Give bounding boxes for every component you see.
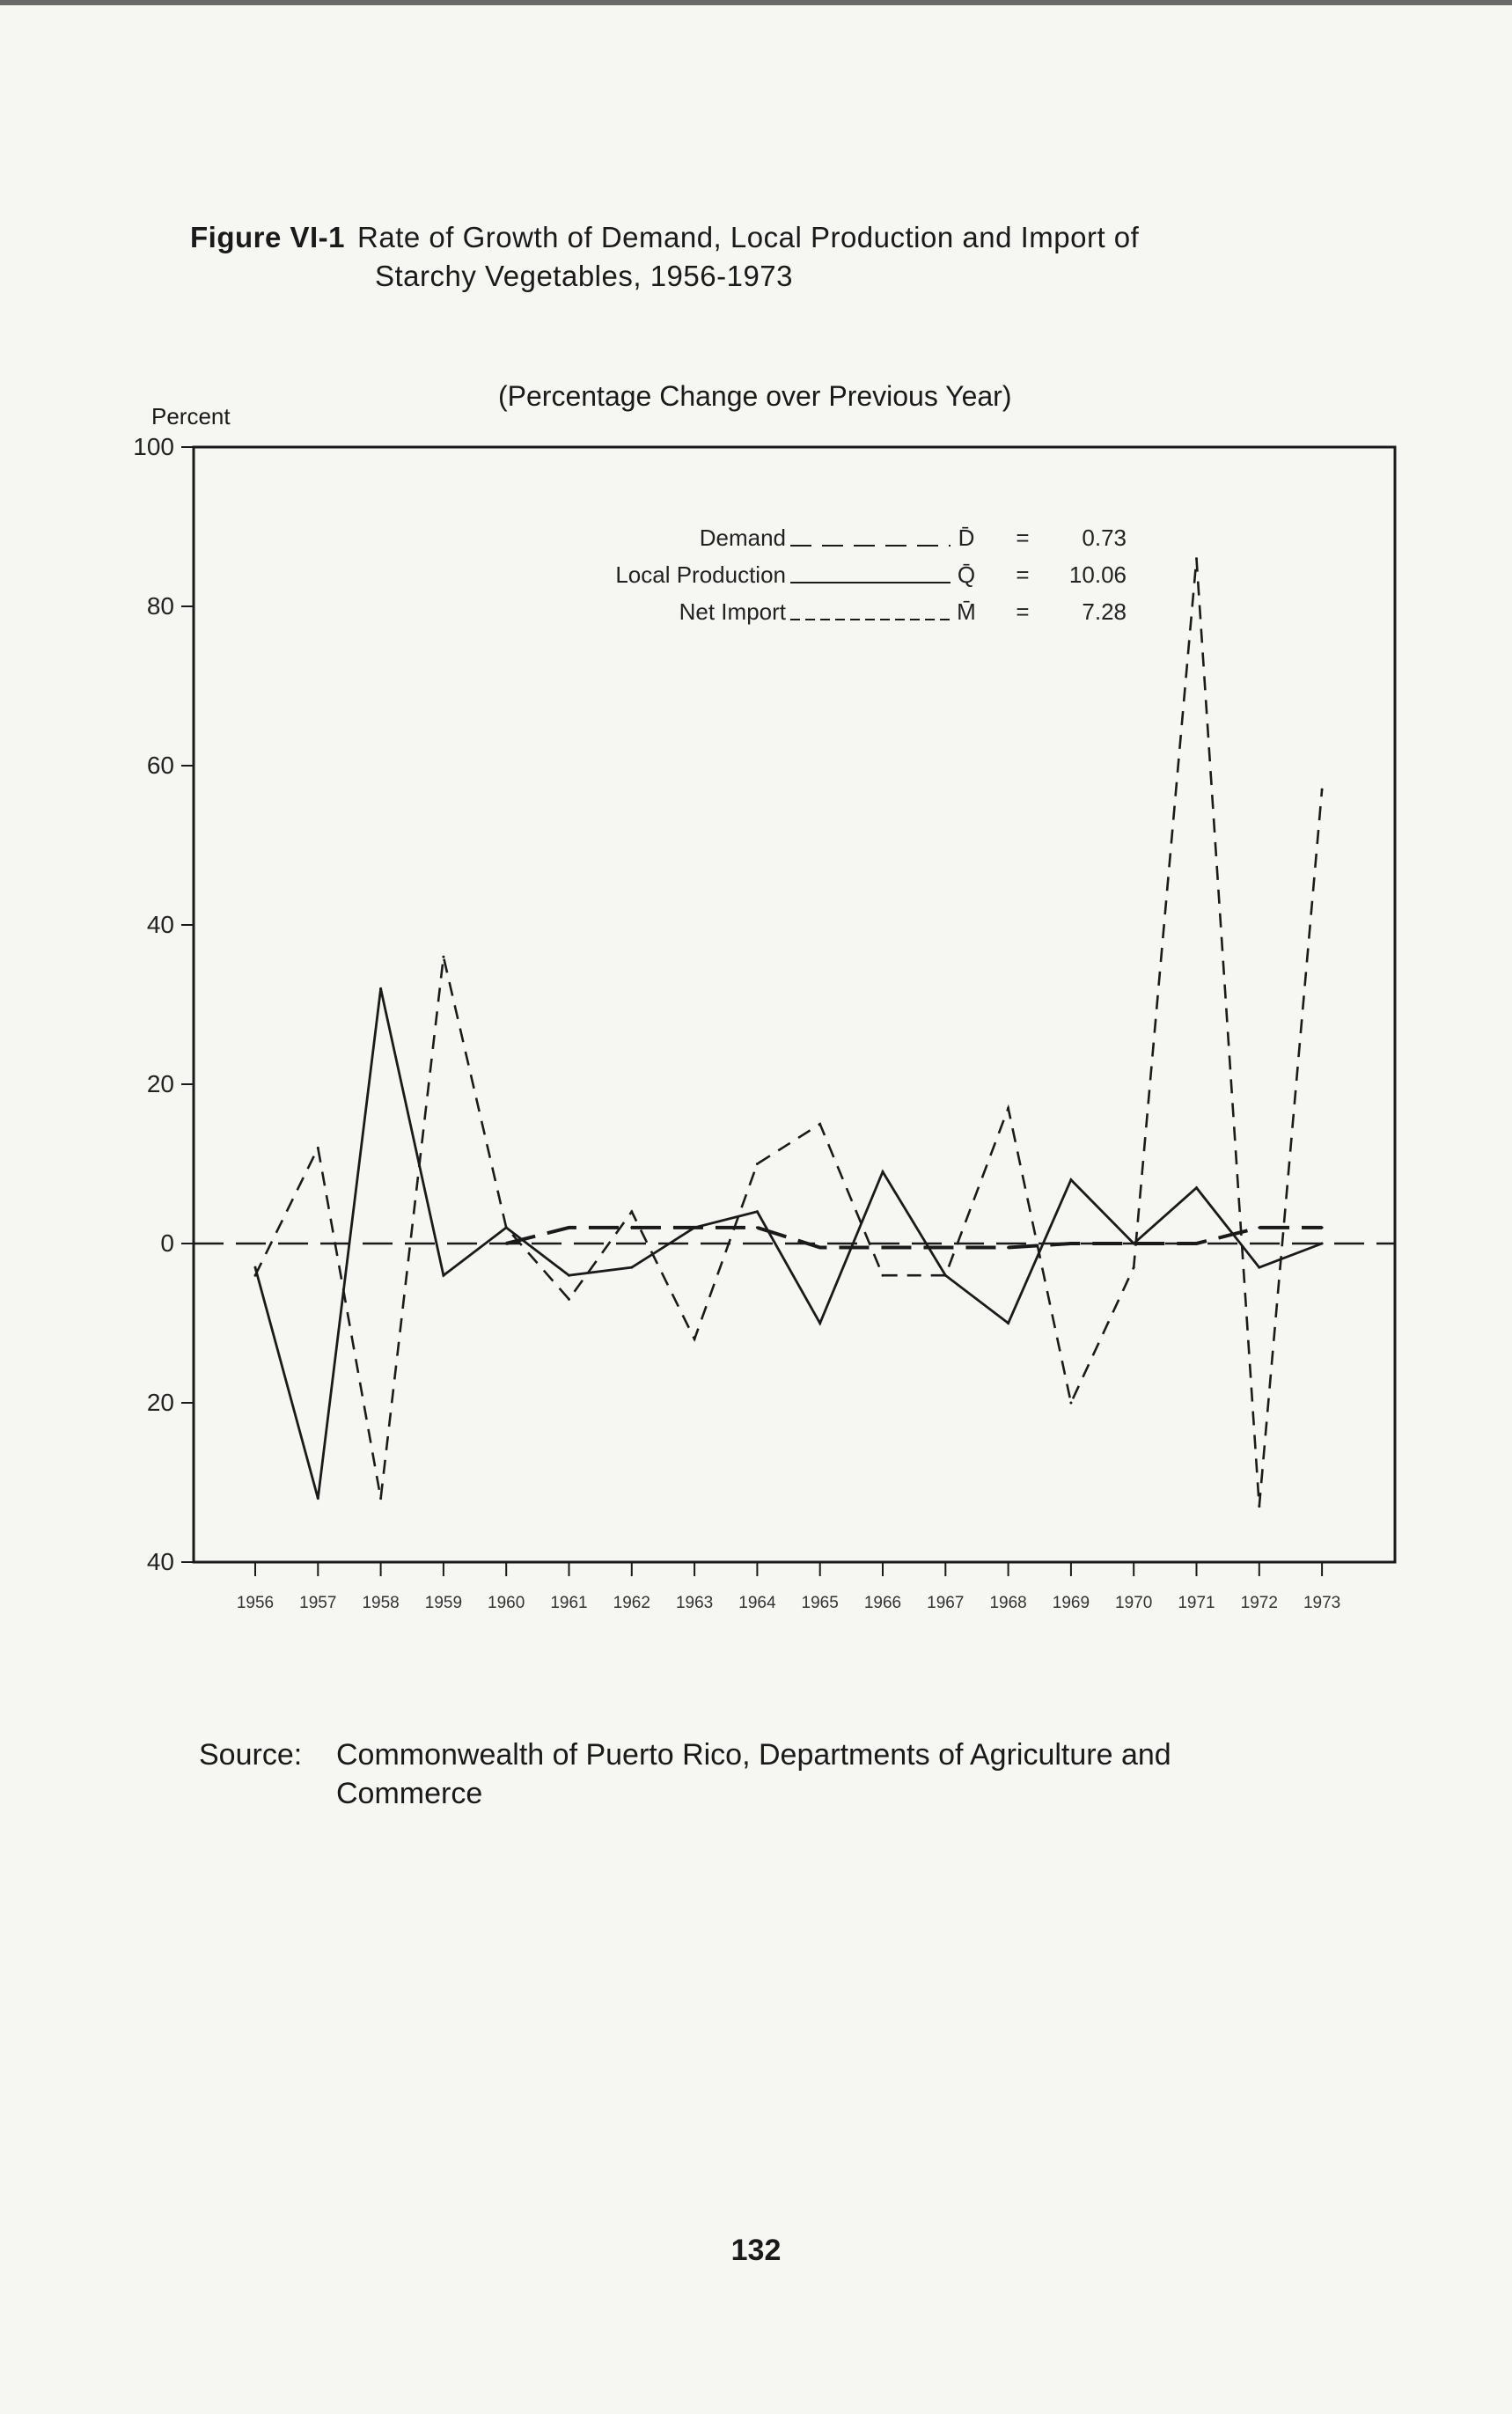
legend-label: Net Import [679,598,786,625]
x-tick-label: 1972 [1240,1594,1278,1612]
data-point-net-import [1133,1266,1135,1269]
x-tick-label: 1962 [613,1594,650,1612]
data-point-demand [756,1226,759,1229]
x-tick-label: 1973 [1303,1594,1341,1612]
x-tick-label: 1961 [550,1594,588,1612]
data-point-local-production [1069,1178,1072,1181]
legend-symbol: D̄ [958,525,975,551]
data-point-net-import [756,1163,759,1165]
data-point-net-import [1195,557,1198,560]
x-tick-label: 1958 [362,1594,400,1612]
y-tick-label: 40 [146,1548,174,1575]
data-point-net-import [694,1338,696,1340]
data-point-demand [1321,1226,1324,1229]
source-note [199,1735,1396,1813]
data-point-net-import [1007,1107,1009,1110]
data-point-local-production [254,1266,257,1269]
source-text-line1: Commonwealth of Puerto Rico, Departments of Agriculture and [336,1738,1171,1772]
series-lines [254,557,1324,1508]
data-point-local-production [630,1266,633,1269]
source-text-line2: Commerce [336,1777,483,1810]
data-point-net-import [944,1274,947,1277]
data-point-local-production [379,987,382,990]
data-point-local-production [568,1274,570,1277]
data-point-demand [630,1226,633,1229]
x-tick-label: 1968 [989,1594,1027,1612]
chart-frame [194,447,1395,1562]
data-point-local-production [442,1274,444,1277]
data-point-local-production [882,1170,884,1173]
data-point-local-production [756,1210,759,1213]
x-tick-label: 1956 [236,1594,275,1612]
figure-title-line2: Starchy Vegetables, 1956-1973 [375,260,794,292]
y-tick-label: 20 [146,1389,174,1416]
x-tick-label: 1965 [801,1594,839,1612]
data-point-demand [1258,1226,1260,1229]
series-line-net-import [255,559,1322,1507]
chart-subtitle: (Percentage Change over Previous Year) [498,380,1012,412]
legend-equals: = [1016,525,1030,551]
data-point-demand [1195,1243,1198,1245]
data-point-net-import [254,1274,257,1277]
data-point-net-import [505,1226,508,1229]
data-point-demand [505,1243,508,1245]
x-tick-label: 1959 [424,1594,463,1612]
data-point-net-import [818,1123,821,1126]
y-axis-label: Percent [151,403,231,429]
data-point-local-production [1007,1322,1009,1324]
data-point-net-import [442,956,444,958]
legend [615,525,1127,625]
legend-label: Local Production [615,561,786,588]
y-tick-label: 100 [133,433,174,460]
data-point-net-import [1069,1402,1072,1405]
data-point-demand [1069,1243,1072,1245]
data-point-net-import [317,1147,319,1149]
y-tick-label: 40 [146,911,174,938]
data-point-net-import [568,1298,570,1301]
data-point-local-production [694,1226,696,1229]
figure-number: Figure VI-1 [190,221,346,253]
y-tick-label: 20 [146,1070,174,1097]
data-point-net-import [630,1210,633,1213]
legend-value: 10.06 [1068,561,1127,588]
y-tick-label: 0 [160,1229,174,1257]
y-tick-label: 80 [146,592,174,620]
page-number: 132 [730,2234,782,2267]
legend-equals: = [1016,561,1030,588]
legend-value: 7.28 [1082,598,1127,625]
x-tick-label: 1960 [488,1594,525,1612]
data-point-local-production [818,1322,821,1324]
data-point-local-production [317,1497,319,1500]
legend-equals: = [1016,598,1030,625]
data-point-demand [568,1226,570,1229]
figure-title-line1: Rate of Growth of Demand, Local Production and Import of [357,221,1140,253]
data-point-local-production [1258,1266,1260,1269]
x-tick-label: 1963 [675,1594,714,1612]
plot-frame [194,447,1395,1562]
data-point-net-import [1258,1505,1260,1508]
x-tick-label: 1969 [1052,1594,1090,1612]
data-point-demand [882,1246,884,1249]
data-point-demand [944,1246,947,1249]
x-tick-label: 1967 [927,1594,965,1612]
x-tick-label: 1970 [1115,1594,1153,1612]
legend-label: Demand [699,525,786,551]
data-point-net-import [379,1497,382,1500]
legend-symbol: Q̄ [957,561,976,588]
data-point-net-import [1321,789,1324,791]
source-label: Source: [199,1738,303,1772]
y-tick-label: 60 [146,752,174,779]
legend-value: 0.73 [1082,525,1127,551]
data-point-local-production [1195,1186,1198,1189]
data-point-net-import [882,1274,884,1277]
legend-symbol: M̄ [957,598,976,625]
data-point-demand [818,1246,821,1249]
x-tick-label: 1957 [299,1594,337,1612]
x-tick-label: 1971 [1178,1594,1215,1612]
x-tick-label: 1966 [863,1594,902,1612]
data-point-local-production [1321,1243,1324,1245]
data-point-demand [1007,1246,1009,1249]
x-tick-label: 1964 [738,1594,776,1612]
